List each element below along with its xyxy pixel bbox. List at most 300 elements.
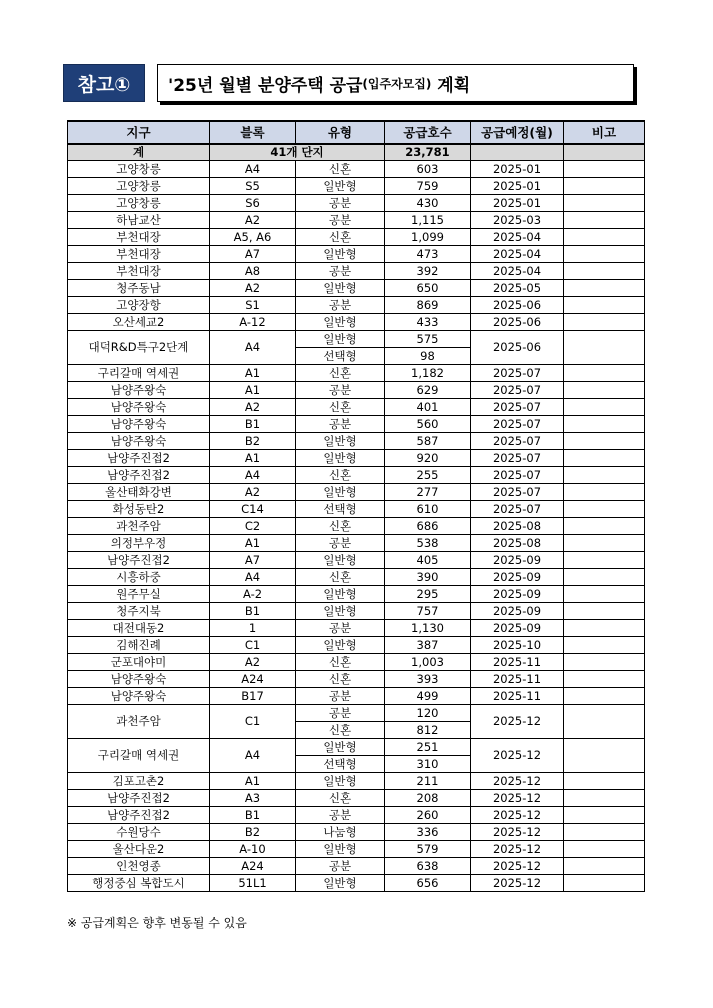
cell-type: 신혼 (296, 518, 385, 535)
title-main: '25년 월별 분양주택 공급 (168, 75, 363, 96)
table-row (68, 178, 645, 195)
table-row (68, 212, 645, 229)
cell-units: 759 (385, 178, 471, 195)
cell-remarks (564, 688, 645, 705)
cell-type: 일반형 (296, 178, 385, 195)
cell-block: A2 (210, 399, 296, 416)
cell-block: A-12 (210, 314, 296, 331)
cell-district: 남양주왕숙 (68, 416, 210, 433)
cell-units: 277 (385, 484, 471, 501)
cell-units: 686 (385, 518, 471, 535)
cell-units: 656 (385, 875, 471, 892)
cell-remarks (564, 433, 645, 450)
cell-remarks (564, 671, 645, 688)
cell-district: 행정중심 복합도시 (68, 875, 210, 892)
cell-units: 255 (385, 467, 471, 484)
cell-block: A2 (210, 212, 296, 229)
table-row (68, 382, 645, 399)
cell-month: 2025-09 (471, 569, 564, 586)
cell-units: 392 (385, 263, 471, 280)
table-row (68, 773, 645, 790)
cell-type: 일반형 (296, 637, 385, 654)
cell-month: 2025-12 (471, 705, 564, 739)
table-row (68, 467, 645, 484)
cell-units: 1,130 (385, 620, 471, 637)
table-row (68, 603, 645, 620)
cell-remarks (564, 739, 645, 773)
cell-block: A24 (210, 671, 296, 688)
cell-remarks (564, 586, 645, 603)
cell-month: 2025-01 (471, 161, 564, 178)
title-paren: (입주자모집) (362, 76, 432, 91)
table-row (68, 399, 645, 416)
table-row (68, 450, 645, 467)
cell-type: 신혼 (296, 467, 385, 484)
cell-district: 고양창릉 (68, 178, 210, 195)
cell-district: 군포대야미 (68, 654, 210, 671)
cell-block: 1 (210, 620, 296, 637)
cell-month: 2025-12 (471, 790, 564, 807)
col-header-month: 공급예정(월) (471, 121, 564, 144)
cell-block: B1 (210, 807, 296, 824)
col-header-block: 블록 (210, 121, 296, 144)
cell-type: 신혼 (296, 399, 385, 416)
cell-remarks (564, 637, 645, 654)
total-month (471, 144, 564, 161)
cell-type: 선택형 (296, 756, 385, 773)
cell-district: 고양창릉 (68, 195, 210, 212)
cell-remarks (564, 178, 645, 195)
cell-block: S1 (210, 297, 296, 314)
cell-units: 251 (385, 739, 471, 756)
cell-type: 공분 (296, 535, 385, 552)
cell-units: 650 (385, 280, 471, 297)
table-row (68, 637, 645, 654)
cell-type: 일반형 (296, 433, 385, 450)
cell-block: A7 (210, 552, 296, 569)
cell-district: 오산세교2 (68, 314, 210, 331)
cell-block: A5, A6 (210, 229, 296, 246)
cell-block: A-10 (210, 841, 296, 858)
cell-units: 393 (385, 671, 471, 688)
cell-district: 의정부우정 (68, 535, 210, 552)
cell-block: A4 (210, 739, 296, 773)
cell-district: 부천대장 (68, 263, 210, 280)
cell-remarks (564, 399, 645, 416)
cell-units: 869 (385, 297, 471, 314)
cell-units: 295 (385, 586, 471, 603)
table-row (68, 535, 645, 552)
cell-month: 2025-07 (471, 416, 564, 433)
cell-units: 499 (385, 688, 471, 705)
cell-district: 구리갈매 역세권 (68, 365, 210, 382)
table-row (68, 365, 645, 382)
cell-type: 신혼 (296, 671, 385, 688)
cell-units: 120 (385, 705, 471, 722)
cell-district: 남양주왕숙 (68, 433, 210, 450)
cell-block: A1 (210, 535, 296, 552)
table-header-row (68, 121, 645, 144)
cell-units: 336 (385, 824, 471, 841)
table-row (68, 297, 645, 314)
cell-month: 2025-12 (471, 858, 564, 875)
cell-block: A24 (210, 858, 296, 875)
cell-remarks (564, 229, 645, 246)
table-row (68, 875, 645, 892)
cell-type: 일반형 (296, 586, 385, 603)
cell-remarks (564, 450, 645, 467)
cell-units: 575 (385, 331, 471, 348)
cell-type: 공분 (296, 620, 385, 637)
cell-remarks (564, 535, 645, 552)
cell-month: 2025-04 (471, 263, 564, 280)
cell-block: A4 (210, 331, 296, 365)
cell-units: 211 (385, 773, 471, 790)
cell-units: 610 (385, 501, 471, 518)
cell-block: A1 (210, 450, 296, 467)
cell-type: 신혼 (296, 229, 385, 246)
cell-units: 538 (385, 535, 471, 552)
cell-month: 2025-10 (471, 637, 564, 654)
cell-remarks (564, 654, 645, 671)
table-row (68, 620, 645, 637)
cell-block: B2 (210, 824, 296, 841)
cell-district: 과천주암 (68, 518, 210, 535)
cell-type: 공분 (296, 705, 385, 722)
total-row (68, 144, 645, 161)
cell-month: 2025-06 (471, 297, 564, 314)
cell-type: 신혼 (296, 790, 385, 807)
table-row (68, 433, 645, 450)
total-remarks (564, 144, 645, 161)
cell-month: 2025-07 (471, 399, 564, 416)
cell-month: 2025-09 (471, 603, 564, 620)
cell-month: 2025-04 (471, 229, 564, 246)
cell-type: 일반형 (296, 841, 385, 858)
table-row (68, 688, 645, 705)
cell-district: 부천대장 (68, 229, 210, 246)
cell-remarks (564, 620, 645, 637)
cell-remarks (564, 552, 645, 569)
cell-district: 울산태화강변 (68, 484, 210, 501)
table-row (68, 195, 645, 212)
cell-block: B1 (210, 416, 296, 433)
reference-badge: 참고① (63, 64, 145, 102)
cell-block: A2 (210, 280, 296, 297)
cell-remarks (564, 263, 645, 280)
cell-block: B2 (210, 433, 296, 450)
cell-remarks (564, 382, 645, 399)
cell-remarks (564, 824, 645, 841)
cell-units: 310 (385, 756, 471, 773)
cell-district: 김포고촌2 (68, 773, 210, 790)
table-row (68, 518, 645, 535)
cell-type: 일반형 (296, 484, 385, 501)
cell-remarks (564, 280, 645, 297)
cell-district: 남양주진접2 (68, 450, 210, 467)
table-row (68, 739, 645, 756)
cell-remarks (564, 875, 645, 892)
cell-remarks (564, 246, 645, 263)
supply-plan-table (67, 120, 645, 892)
cell-district: 대덕R&D특구2단계 (68, 331, 210, 365)
cell-type: 신혼 (296, 365, 385, 382)
table-row (68, 331, 645, 348)
page-title (157, 64, 634, 102)
cell-type: 신혼 (296, 569, 385, 586)
cell-units: 401 (385, 399, 471, 416)
cell-month: 2025-08 (471, 518, 564, 535)
cell-remarks (564, 484, 645, 501)
table-row (68, 807, 645, 824)
cell-month: 2025-01 (471, 178, 564, 195)
cell-month: 2025-04 (471, 246, 564, 263)
cell-district: 울산다운2 (68, 841, 210, 858)
cell-month: 2025-01 (471, 195, 564, 212)
table-row (68, 552, 645, 569)
cell-remarks (564, 841, 645, 858)
cell-district: 남양주진접2 (68, 467, 210, 484)
cell-block: C1 (210, 705, 296, 739)
cell-remarks (564, 858, 645, 875)
cell-district: 남양주진접2 (68, 552, 210, 569)
cell-units: 390 (385, 569, 471, 586)
cell-district: 시흥하중 (68, 569, 210, 586)
cell-month: 2025-11 (471, 671, 564, 688)
cell-district: 과천주암 (68, 705, 210, 739)
cell-block: C2 (210, 518, 296, 535)
table-row (68, 229, 645, 246)
table-row (68, 790, 645, 807)
cell-units: 208 (385, 790, 471, 807)
cell-units: 587 (385, 433, 471, 450)
cell-units: 629 (385, 382, 471, 399)
cell-remarks (564, 314, 645, 331)
cell-units: 1,115 (385, 212, 471, 229)
cell-type: 공분 (296, 212, 385, 229)
cell-month: 2025-09 (471, 620, 564, 637)
cell-remarks (564, 773, 645, 790)
cell-type: 공분 (296, 858, 385, 875)
cell-units: 430 (385, 195, 471, 212)
cell-remarks (564, 195, 645, 212)
cell-units: 812 (385, 722, 471, 739)
table-row (68, 501, 645, 518)
cell-district: 청주지북 (68, 603, 210, 620)
cell-remarks (564, 705, 645, 739)
table-row (68, 280, 645, 297)
cell-month: 2025-12 (471, 875, 564, 892)
table-row (68, 484, 645, 501)
cell-month: 2025-12 (471, 773, 564, 790)
cell-remarks (564, 807, 645, 824)
cell-district: 대전대동2 (68, 620, 210, 637)
cell-type: 공분 (296, 807, 385, 824)
table-row (68, 654, 645, 671)
cell-remarks (564, 518, 645, 535)
cell-units: 98 (385, 348, 471, 365)
cell-type: 신혼 (296, 161, 385, 178)
cell-type: 공분 (296, 263, 385, 280)
cell-district: 남양주진접2 (68, 807, 210, 824)
cell-type: 일반형 (296, 280, 385, 297)
cell-remarks (564, 331, 645, 365)
cell-units: 1,182 (385, 365, 471, 382)
cell-block: A4 (210, 569, 296, 586)
cell-units: 260 (385, 807, 471, 824)
title-suffix: 계획 (431, 75, 471, 96)
cell-type: 일반형 (296, 314, 385, 331)
cell-month: 2025-12 (471, 841, 564, 858)
cell-block: 51L1 (210, 875, 296, 892)
cell-type: 신혼 (296, 722, 385, 739)
cell-block: S5 (210, 178, 296, 195)
cell-units: 579 (385, 841, 471, 858)
cell-district: 남양주진접2 (68, 790, 210, 807)
table-row (68, 671, 645, 688)
cell-block: A4 (210, 467, 296, 484)
cell-type: 일반형 (296, 450, 385, 467)
cell-district: 구리갈매 역세권 (68, 739, 210, 773)
cell-type: 공분 (296, 416, 385, 433)
cell-units: 920 (385, 450, 471, 467)
col-header-type: 유형 (296, 121, 385, 144)
cell-month: 2025-09 (471, 552, 564, 569)
cell-district: 김해진례 (68, 637, 210, 654)
cell-type: 일반형 (296, 603, 385, 620)
cell-district: 청주동남 (68, 280, 210, 297)
cell-remarks (564, 161, 645, 178)
table-row (68, 569, 645, 586)
cell-units: 387 (385, 637, 471, 654)
cell-remarks (564, 365, 645, 382)
cell-type: 공분 (296, 382, 385, 399)
cell-remarks (564, 501, 645, 518)
cell-units: 405 (385, 552, 471, 569)
total-blocks: 41개 단지 (210, 144, 385, 161)
table-row (68, 841, 645, 858)
col-header-units: 공급호수 (385, 121, 471, 144)
cell-units: 1,099 (385, 229, 471, 246)
cell-units: 433 (385, 314, 471, 331)
cell-type: 일반형 (296, 246, 385, 263)
footnote: ※ 공급계획은 향후 변동될 수 있음 (67, 916, 247, 930)
cell-block: A7 (210, 246, 296, 263)
cell-type: 나눔형 (296, 824, 385, 841)
cell-remarks (564, 790, 645, 807)
cell-remarks (564, 416, 645, 433)
cell-type: 일반형 (296, 331, 385, 348)
table-row (68, 858, 645, 875)
cell-block: C14 (210, 501, 296, 518)
cell-month: 2025-11 (471, 654, 564, 671)
cell-block: A1 (210, 365, 296, 382)
cell-block: A1 (210, 382, 296, 399)
cell-type: 공분 (296, 195, 385, 212)
cell-units: 638 (385, 858, 471, 875)
cell-month: 2025-12 (471, 807, 564, 824)
table-row (68, 824, 645, 841)
cell-month: 2025-03 (471, 212, 564, 229)
cell-block: B17 (210, 688, 296, 705)
cell-month: 2025-12 (471, 739, 564, 773)
cell-block: S6 (210, 195, 296, 212)
cell-district: 남양주왕숙 (68, 671, 210, 688)
table-row (68, 246, 645, 263)
cell-units: 1,003 (385, 654, 471, 671)
cell-district: 남양주왕숙 (68, 382, 210, 399)
cell-district: 인천영종 (68, 858, 210, 875)
cell-type: 일반형 (296, 773, 385, 790)
cell-block: A1 (210, 773, 296, 790)
cell-block: B1 (210, 603, 296, 620)
col-header-district: 지구 (68, 121, 210, 144)
cell-month: 2025-06 (471, 331, 564, 365)
cell-month: 2025-07 (471, 501, 564, 518)
cell-remarks (564, 467, 645, 484)
cell-block: A3 (210, 790, 296, 807)
cell-units: 473 (385, 246, 471, 263)
cell-month: 2025-07 (471, 484, 564, 501)
cell-month: 2025-07 (471, 450, 564, 467)
cell-block: A8 (210, 263, 296, 280)
cell-remarks (564, 212, 645, 229)
cell-units: 560 (385, 416, 471, 433)
cell-type: 선택형 (296, 348, 385, 365)
table-row (68, 263, 645, 280)
section-header (63, 64, 634, 102)
cell-month: 2025-06 (471, 314, 564, 331)
cell-block: A4 (210, 161, 296, 178)
total-units: 23,781 (385, 144, 471, 161)
table-row (68, 314, 645, 331)
cell-units: 757 (385, 603, 471, 620)
cell-district: 고양장항 (68, 297, 210, 314)
cell-district: 원주무실 (68, 586, 210, 603)
cell-remarks (564, 297, 645, 314)
cell-district: 남양주왕숙 (68, 688, 210, 705)
cell-month: 2025-12 (471, 824, 564, 841)
cell-type: 일반형 (296, 875, 385, 892)
total-label: 계 (68, 144, 210, 161)
cell-units: 603 (385, 161, 471, 178)
cell-type: 공분 (296, 297, 385, 314)
cell-month: 2025-07 (471, 382, 564, 399)
cell-type: 선택형 (296, 501, 385, 518)
cell-month: 2025-07 (471, 467, 564, 484)
cell-district: 하남교산 (68, 212, 210, 229)
cell-block: C1 (210, 637, 296, 654)
cell-type: 일반형 (296, 552, 385, 569)
table-row (68, 416, 645, 433)
cell-district: 고양창릉 (68, 161, 210, 178)
cell-month: 2025-05 (471, 280, 564, 297)
cell-month: 2025-07 (471, 365, 564, 382)
cell-district: 남양주왕숙 (68, 399, 210, 416)
cell-remarks (564, 603, 645, 620)
col-header-remarks: 비고 (564, 121, 645, 144)
cell-district: 부천대장 (68, 246, 210, 263)
cell-month: 2025-11 (471, 688, 564, 705)
cell-month: 2025-09 (471, 586, 564, 603)
cell-month: 2025-07 (471, 433, 564, 450)
cell-type: 공분 (296, 688, 385, 705)
cell-block: A-2 (210, 586, 296, 603)
cell-block: A2 (210, 654, 296, 671)
cell-type: 일반형 (296, 739, 385, 756)
table-row (68, 161, 645, 178)
cell-remarks (564, 569, 645, 586)
